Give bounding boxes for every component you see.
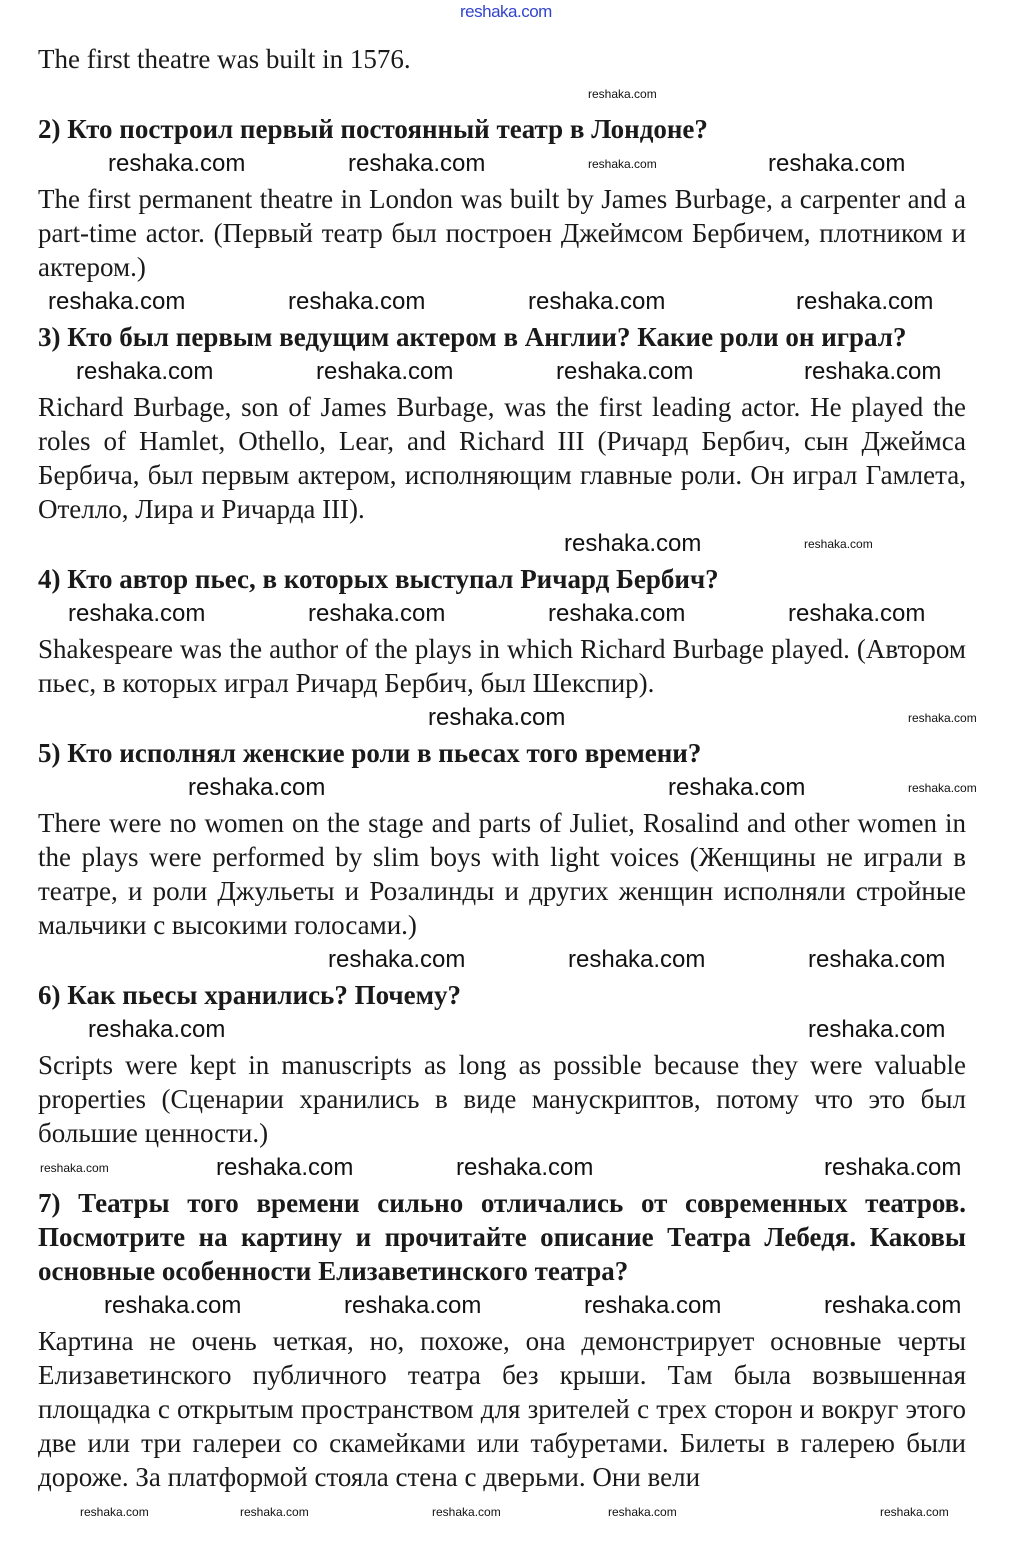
watermark: reshaka.com [68,600,206,627]
answer-4: Shakespeare was the author of the plays in which Richard Burbage played. (Автором пьес, в которых играл Ричард Бербич, был Шекспир). [38,634,966,698]
watermark: reshaka.com [108,150,246,177]
watermark: reshaka.com [288,288,426,315]
watermark: reshaka.com [428,704,566,731]
watermark: reshaka.com [796,288,934,315]
watermark-row [0,1150,1015,1186]
watermark-row [0,770,1015,806]
question-4: 4) Кто автор пьес, в которых выступал Ричард Бербич? [38,564,719,594]
watermark-small: reshaka.com [40,1161,109,1175]
watermark: reshaka.com [824,1292,962,1319]
answer-5: There were no women on the stage and parts of Juliet, Rosalind and other women in the plays were performed by slim boys with light voices (Женщины не играли в театре, и роли Джульеты и Розалинды и других женщин исполняли стройные мальчики с высокими голосами.) [38,808,966,940]
watermark-small: reshaka.com [608,1505,677,1519]
watermark-row [0,942,1015,978]
watermark: reshaka.com [104,1292,242,1319]
watermark-small: reshaka.com [880,1505,949,1519]
watermark: reshaka.com [456,1154,594,1181]
question-5: 5) Кто исполнял женские роли в пьесах того времени? [38,738,702,768]
watermark-row [0,146,1015,182]
watermark: reshaka.com [568,946,706,973]
question-7: 7) Театры того времени сильно отличались от современных театров. Посмотрите на картину и прочитайте описание Театра Лебедя. Каковы основные особенности Елизаветинского театра? [38,1188,966,1286]
watermark-row [0,0,1015,42]
watermark-row [0,700,1015,736]
watermark-header: reshaka.com [460,2,552,21]
watermark: reshaka.com [316,358,454,385]
watermark: reshaka.com [668,774,806,801]
watermark-row [0,526,1015,562]
watermark-row [0,354,1015,390]
watermark-row [0,1288,1015,1324]
watermark: reshaka.com [76,358,214,385]
watermark: reshaka.com [788,600,926,627]
answer-7: Картина не очень четкая, но, похоже, она демонстрирует основные черты Елизаветинского публичного театра без крыши. Там была возвышенная площадка с открытым пространством для зрителей с трех сторон и вокруг этого две или три галереи со скамейками или табуретами. Билеты в галерею были дороже. За платформой стояла стена с дверьми. Они вели [38,1326,966,1492]
watermark: reshaka.com [548,600,686,627]
watermark: reshaka.com [556,358,694,385]
watermark: reshaka.com [328,946,466,973]
watermark: reshaka.com [88,1016,226,1043]
watermark: reshaka.com [824,1154,962,1181]
watermark-small: reshaka.com [908,781,977,795]
watermark-row [0,1494,1015,1530]
watermark: reshaka.com [48,288,186,315]
watermark: reshaka.com [808,1016,946,1043]
watermark: reshaka.com [808,946,946,973]
watermark-small: reshaka.com [80,1505,149,1519]
watermark: reshaka.com [216,1154,354,1181]
watermark-small: reshaka.com [432,1505,501,1519]
watermark-small: reshaka.com [240,1505,309,1519]
watermark-small: reshaka.com [908,711,977,725]
watermark-row [0,1012,1015,1048]
watermark-row [0,76,1015,112]
watermark-small: reshaka.com [588,87,657,101]
watermark: reshaka.com [308,600,446,627]
answer-6: Scripts were kept in manuscripts as long as possible because they were valuable properties (Сценарии хранились в виде манускриптов, потому что это был большие ценности.) [38,1050,966,1148]
answer-2: The first permanent theatre in London was built by James Burbage, a carpenter and a part-time actor. (Первый театр был построен Джеймсом Бербичем, плотником и актером.) [38,184,966,282]
watermark: reshaka.com [584,1292,722,1319]
watermark-small: reshaka.com [804,537,873,551]
question-2: 2) Кто построил первый постоянный театр в Лондоне? [38,114,708,144]
question-6: 6) Как пьесы хранились? Почему? [38,980,461,1010]
watermark: reshaka.com [348,150,486,177]
answer-3: Richard Burbage, son of James Burbage, was the first leading actor. He played the roles of Hamlet, Othello, Lear, and Richard III (Ричард Бербич, сын Джеймса Бербича, был первым актером, исполняющим главные роли. Он играл Гамлета, Отелло, Лира и Ричарда III). [38,392,966,524]
watermark: reshaka.com [768,150,906,177]
watermark: reshaka.com [804,358,942,385]
watermark-row [0,284,1015,320]
watermark: reshaka.com [564,530,702,557]
watermark: reshaka.com [188,774,326,801]
watermark-row [0,596,1015,632]
answer-1: The first theatre was built in 1576. [38,44,411,74]
question-3: 3) Кто был первым ведущим актером в Англии? Какие роли он играл? [38,322,907,352]
watermark-small: reshaka.com [588,157,657,171]
watermark: reshaka.com [528,288,666,315]
watermark: reshaka.com [344,1292,482,1319]
